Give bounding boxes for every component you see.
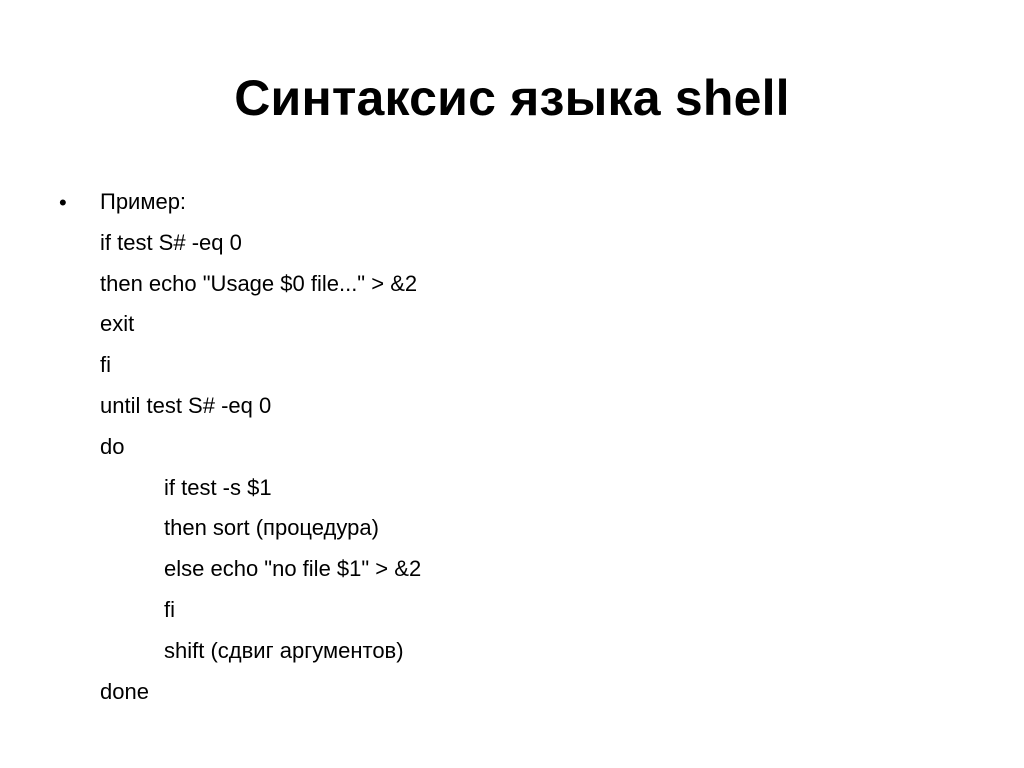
code-line-indented: if test -s $1 (164, 474, 272, 500)
code-line: if test S# -eq 0 (100, 229, 242, 255)
code-example (100, 182, 980, 712)
code-line-label: Пример: (100, 189, 187, 214)
code-line-indented: fi (164, 596, 175, 622)
code-line: exit (100, 311, 135, 337)
code-line: then echo "Usage $0 file..." > &2 (100, 270, 418, 296)
code-line-indented: else echo "no file $1" > &2 (164, 556, 422, 582)
slide-title: Синтаксис языка shell (234, 70, 790, 126)
code-line-indented: shift (сдвиг аргументов) (164, 637, 404, 663)
code-line-indented: then sort (процедура) (164, 515, 379, 541)
code-line: done (100, 678, 149, 704)
code-line: do (100, 433, 125, 459)
code-line: until test S# -eq 0 (100, 392, 272, 418)
code-line: fi (100, 352, 111, 378)
bullet-icon: • (59, 190, 67, 215)
